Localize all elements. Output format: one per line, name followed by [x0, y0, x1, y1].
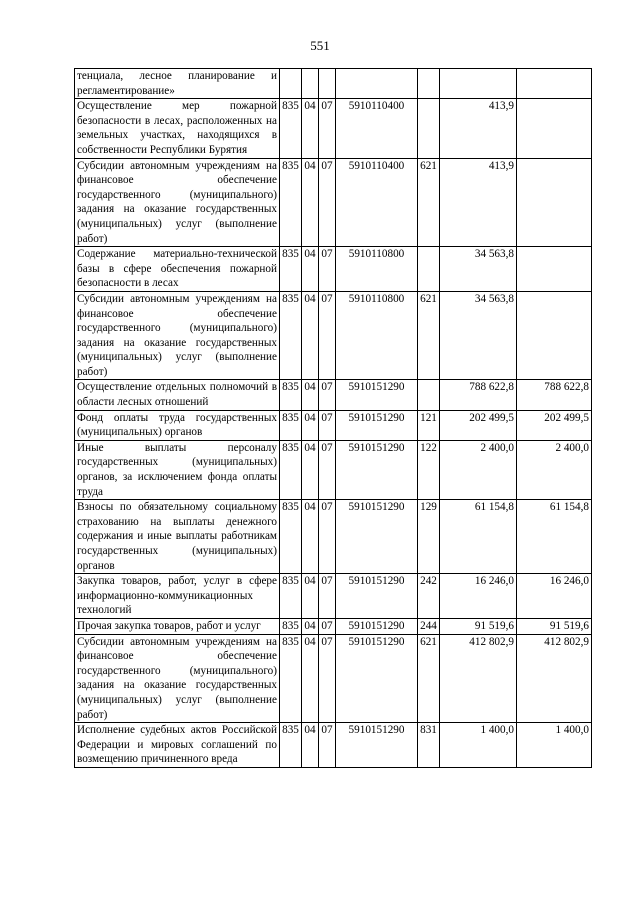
budget-row-expense-type: 242 [418, 574, 440, 619]
budget-row-section: 04 [302, 634, 319, 723]
budget-row-grbs: 835 [280, 158, 302, 247]
table-row [75, 158, 592, 247]
budget-row-section: 04 [302, 247, 319, 292]
budget-row-amount: 16 246,0 [440, 574, 517, 619]
table-row [75, 618, 592, 634]
budget-row-expense-type [418, 99, 440, 158]
budget-row-amount-subvention: 788 622,8 [517, 380, 592, 410]
budget-row-subsection: 07 [319, 618, 336, 634]
budget-row-subsection: 07 [319, 380, 336, 410]
budget-row-amount-subvention: 412 802,9 [517, 634, 592, 723]
budget-row-target-article: 5910151290 [336, 634, 418, 723]
budget-row-grbs: 835 [280, 410, 302, 440]
budget-row-expense-type: 621 [418, 158, 440, 247]
budget-row-expense-type: 621 [418, 634, 440, 723]
budget-row-section: 04 [302, 158, 319, 247]
budget-row-amount: 91 519,6 [440, 618, 517, 634]
budget-row-target-article: 5910151290 [336, 618, 418, 634]
budget-row-subsection: 07 [319, 158, 336, 247]
table-row [75, 99, 592, 158]
budget-row-expense-type: 122 [418, 440, 440, 499]
budget-row-subsection: 07 [319, 291, 336, 380]
table-row [75, 410, 592, 440]
budget-row-amount-subvention: 202 499,5 [517, 410, 592, 440]
budget-row-target-article: 5910110800 [336, 291, 418, 380]
budget-row-grbs: 835 [280, 723, 302, 768]
budget-row-section: 04 [302, 440, 319, 499]
budget-row-amount: 61 154,8 [440, 500, 517, 574]
budget-row-amount-subvention [517, 69, 592, 99]
budget-row-grbs: 835 [280, 247, 302, 292]
budget-row-subsection: 07 [319, 440, 336, 499]
budget-row-section: 04 [302, 410, 319, 440]
budget-row-name: тенциала, лесное планирование и регламентирование» [75, 69, 280, 99]
budget-row-amount: 34 563,8 [440, 247, 517, 292]
table-row [75, 291, 592, 380]
budget-row-target-article [336, 69, 418, 99]
budget-row-grbs [280, 69, 302, 99]
budget-row-target-article: 5910151290 [336, 410, 418, 440]
budget-row-target-article: 5910110400 [336, 158, 418, 247]
budget-row-amount-subvention: 1 400,0 [517, 723, 592, 768]
table-row [75, 574, 592, 619]
budget-row-grbs: 835 [280, 634, 302, 723]
budget-row-section [302, 69, 319, 99]
budget-row-name: Фонд оплаты труда государственных (муниципальных) органов [75, 410, 280, 440]
budget-row-amount-subvention [517, 247, 592, 292]
budget-row-name: Содержание материально-технической базы в сфере обеспечения пожарной безопасности в лесах [75, 247, 280, 292]
budget-row-expense-type: 121 [418, 410, 440, 440]
budget-row-section: 04 [302, 500, 319, 574]
budget-row-subsection: 07 [319, 634, 336, 723]
budget-row-grbs: 835 [280, 574, 302, 619]
budget-row-expense-type [418, 69, 440, 99]
budget-row-name: Осуществление отдельных полномочий в области лесных отношений [75, 380, 280, 410]
budget-row-section: 04 [302, 99, 319, 158]
budget-row-amount: 788 622,8 [440, 380, 517, 410]
budget-row-subsection: 07 [319, 247, 336, 292]
budget-row-name: Закупка товаров, работ, услуг в сфере информационно-коммуникационных технологий [75, 574, 280, 619]
budget-row-name: Иные выплаты персоналу государственных (муниципальных) органов, за исключением фонда оплаты труда [75, 440, 280, 499]
table-row [75, 440, 592, 499]
budget-row-name: Взносы по обязательному социальному страхованию на выплаты денежного содержания и иные выплаты работникам государственных (муниципальных) органов [75, 500, 280, 574]
table-row [75, 634, 592, 723]
budget-row-section: 04 [302, 291, 319, 380]
table-row [75, 247, 592, 292]
budget-row-target-article: 5910151290 [336, 440, 418, 499]
budget-row-amount-subvention: 61 154,8 [517, 500, 592, 574]
budget-row-amount: 2 400,0 [440, 440, 517, 499]
budget-row-subsection: 07 [319, 574, 336, 619]
budget-row-target-article: 5910151290 [336, 500, 418, 574]
budget-row-target-article: 5910151290 [336, 723, 418, 768]
budget-row-expense-type: 129 [418, 500, 440, 574]
budget-row-amount: 413,9 [440, 158, 517, 247]
budget-row-amount: 412 802,9 [440, 634, 517, 723]
budget-row-grbs: 835 [280, 440, 302, 499]
budget-row-target-article: 5910110400 [336, 99, 418, 158]
budget-row-amount-subvention [517, 99, 592, 158]
budget-row-section: 04 [302, 723, 319, 768]
budget-row-subsection: 07 [319, 410, 336, 440]
budget-row-expense-type [418, 247, 440, 292]
budget-row-name: Исполнение судебных актов Российской Федерации и мировых соглашений по возмещению причиненного вреда [75, 723, 280, 768]
budget-row-name: Субсидии автономным учреждениям на финансовое обеспечение государственного (муниципального) задания на оказание государственных (муниципальных) услуг (выполнение работ) [75, 291, 280, 380]
budget-row-name: Субсидии автономным учреждениям на финансовое обеспечение государственного (муниципального) задания на оказание государственных (муниципальных) услуг (выполнение работ) [75, 158, 280, 247]
budget-row-grbs: 835 [280, 500, 302, 574]
budget-row-grbs: 835 [280, 618, 302, 634]
budget-row-amount: 202 499,5 [440, 410, 517, 440]
table-row [75, 723, 592, 768]
budget-row-amount-subvention: 2 400,0 [517, 440, 592, 499]
budget-row-section: 04 [302, 380, 319, 410]
budget-row-section: 04 [302, 618, 319, 634]
budget-row-subsection [319, 69, 336, 99]
budget-row-target-article: 5910151290 [336, 574, 418, 619]
page-number: 551 [310, 38, 330, 53]
budget-row-amount-subvention: 91 519,6 [517, 618, 592, 634]
budget-row-expense-type [418, 380, 440, 410]
budget-row-expense-type: 621 [418, 291, 440, 380]
budget-row-section: 04 [302, 574, 319, 619]
budget-row-expense-type: 831 [418, 723, 440, 768]
budget-row-amount [440, 69, 517, 99]
budget-row-amount: 34 563,8 [440, 291, 517, 380]
table-row [75, 500, 592, 574]
budget-row-expense-type: 244 [418, 618, 440, 634]
budget-row-amount-subvention: 16 246,0 [517, 574, 592, 619]
budget-row-name: Прочая закупка товаров, работ и услуг [75, 618, 280, 634]
budget-row-subsection: 07 [319, 500, 336, 574]
budget-table [74, 68, 592, 768]
budget-row-amount-subvention [517, 291, 592, 380]
budget-row-name: Субсидии автономным учреждениям на финансовое обеспечение государственного (муниципального) задания на оказание государственных (муниципальных) услуг (выполнение работ) [75, 634, 280, 723]
budget-row-amount: 1 400,0 [440, 723, 517, 768]
budget-row-subsection: 07 [319, 723, 336, 768]
budget-row-amount-subvention [517, 158, 592, 247]
budget-row-grbs: 835 [280, 99, 302, 158]
budget-row-name: Осуществление мер пожарной безопасности в лесах, расположенных на земельных участках, находящихся в собственности Республики Бурятия [75, 99, 280, 158]
table-row [75, 380, 592, 410]
budget-row-target-article: 5910110800 [336, 247, 418, 292]
budget-row-target-article: 5910151290 [336, 380, 418, 410]
table-row [75, 69, 592, 99]
budget-row-subsection: 07 [319, 99, 336, 158]
budget-row-grbs: 835 [280, 291, 302, 380]
budget-row-amount: 413,9 [440, 99, 517, 158]
budget-row-grbs: 835 [280, 380, 302, 410]
